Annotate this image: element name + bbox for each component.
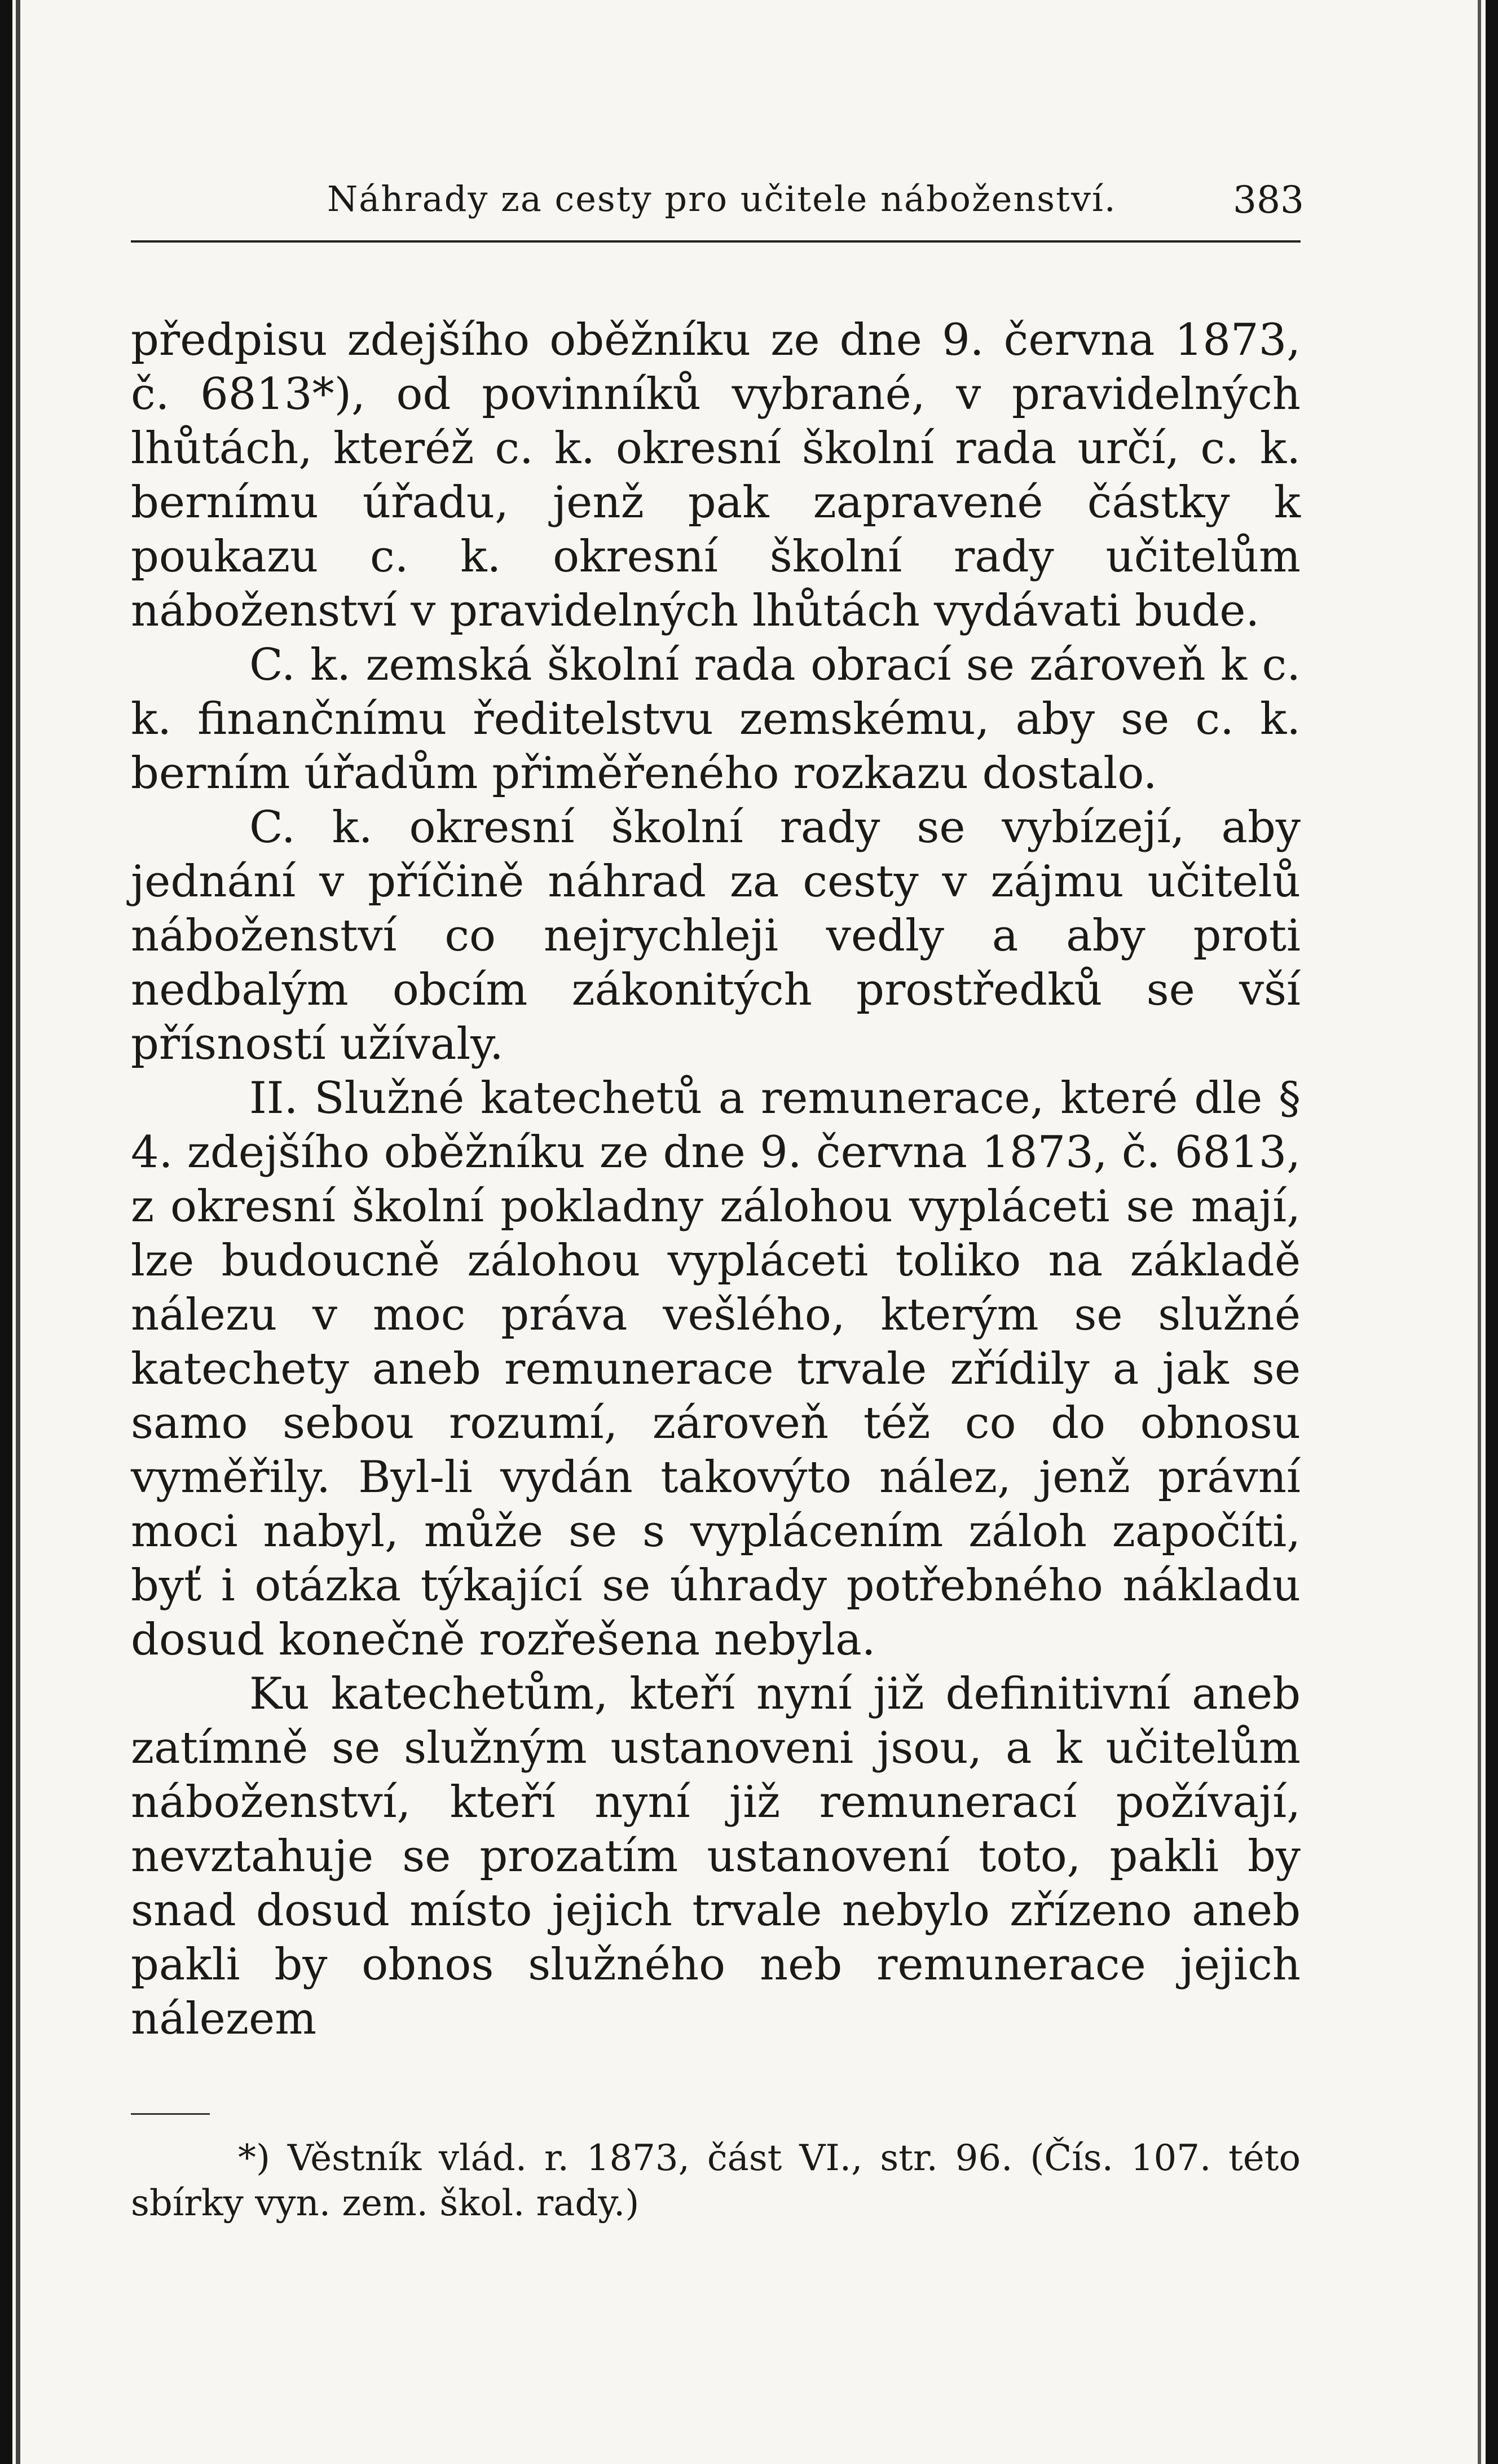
running-title: Náhrady za cesty pro učitele náboženství. bbox=[327, 178, 1117, 219]
scan-edge-left bbox=[0, 0, 12, 2464]
header-rule bbox=[131, 240, 1301, 243]
scan-edge-shadow-right bbox=[1478, 0, 1481, 2464]
paragraph: Ku katechetům, kteří nyní již definitivní aneb zatímně se služným ustanoveni jsou, a k učitelům náboženství, kteří nyní již remunerací požívají, nevztahuje se prozatím ustanovení toto, pakli by snad dosud místo jejich trvale nebylo zřízeno aneb pakli by obnos služného neb remunerace jejich nálezem bbox=[131, 1669, 1301, 2044]
scan-edge-right bbox=[1486, 0, 1498, 2464]
footnote: *) Věstník vlád. r. 1873, část VI., str. 96. (Čís. 107. této sbírky vyn. zem. škol. rady.) bbox=[131, 2137, 1301, 2224]
page-number: 383 bbox=[1233, 178, 1304, 222]
paragraph-section-ii: II. Služné katechetů a remunerace, které dle § 4. zdejšího oběžníku ze dne 9. června 1873, č. 6813, z okresní školní pokladny zálohou vypláceti se mají, lze budoucně zálohou vypláceti toliko na základě nálezu v moc práva vešlého, kterým se služné katechety aneb remunerace trvale zřídily a jak se samo sebou rozumí, zároveň též co do obnosu vyměřily. Byl-li vydán takovýto nález, jenž právní moci nabyl, může se s vyplácením záloh započíti, byť i otázka týkající se úhrady potřebného nákladu dosud konečně rozřešena nebyla. bbox=[131, 1073, 1301, 1665]
paragraph: C. k. zemská školní rada obrací se zároveň k c. k. finančnímu ředitelstvu zemskému, aby se c. k. berním úřadům přiměřeného rozkazu dostalo. bbox=[131, 640, 1301, 799]
scan-edge-shadow-left bbox=[16, 0, 20, 2464]
footnote-rule bbox=[131, 2113, 210, 2115]
paragraph: C. k. okresní školní rady se vybízejí, aby jednání v příčině náhrad za cesty v zájmu učitelů náboženství co nejrychleji vedly a aby proti nedbalým obcím zákonitých prostředků se vší přísností užívaly. bbox=[131, 802, 1301, 1070]
paragraph-continuation: předpisu zdejšího oběžníku ze dne 9. června 1873, č. 6813*), od povinníků vybrané, v pravidelných lhůtách, kteréž c. k. okresní školní rada určí, c. k. bernímu úřadu, jenž pak zapravené částky k poukazu c. k. okresní školní rady učitelům náboženství v pravidelných lhůtách vydávati bude. bbox=[131, 315, 1301, 636]
body-text bbox=[131, 313, 1301, 2046]
